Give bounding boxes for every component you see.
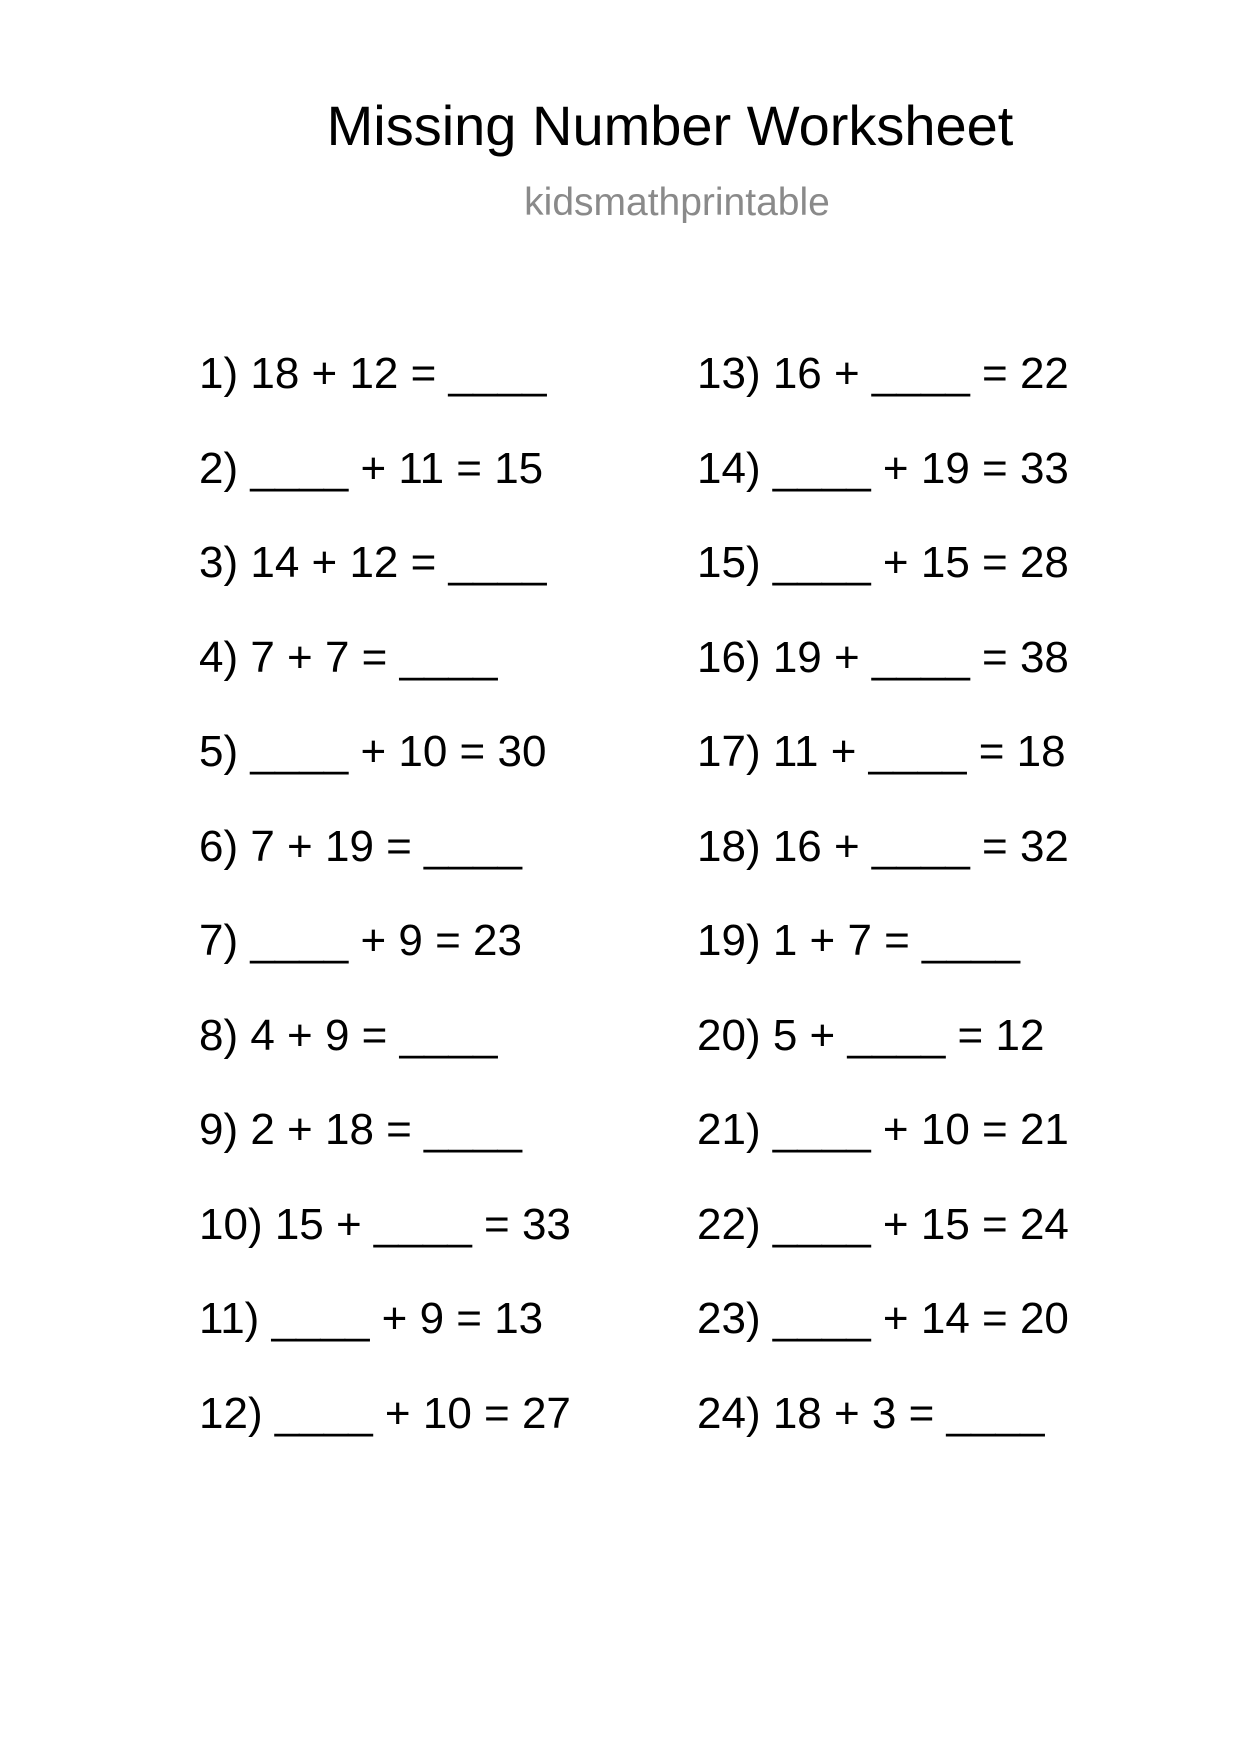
problem-item [199, 822, 522, 871]
problem-item [697, 822, 1069, 871]
problem-expression: 16 + ____ = 22 [772, 349, 1069, 398]
problem-expression: 15 + ____ = 33 [274, 1200, 571, 1249]
problem-expression: 11 + ____ = 18 [772, 727, 1066, 776]
problem-number: 2) [199, 444, 239, 493]
problem-item [697, 1389, 1045, 1438]
problem-item [697, 1011, 1045, 1060]
problem-number: 14) [697, 444, 761, 493]
problem-expression: 19 + ____ = 38 [772, 633, 1069, 682]
problem-number: 8) [199, 1011, 239, 1060]
problem-expression: ____ + 9 = 23 [250, 916, 522, 965]
problem-expression: ____ + 15 = 28 [772, 538, 1069, 587]
problem-item [199, 1200, 571, 1249]
problem-number: 18) [697, 822, 761, 871]
problem-item [697, 538, 1069, 587]
problem-number: 22) [697, 1200, 761, 1249]
problem-expression: ____ + 10 = 27 [274, 1389, 571, 1438]
problem-expression: 18 + 12 = ____ [250, 349, 547, 398]
problem-number: 12) [199, 1389, 263, 1438]
problem-expression: ____ + 9 = 13 [271, 1294, 544, 1343]
problem-expression: ____ + 14 = 20 [772, 1294, 1069, 1343]
problem-expression: ____ + 10 = 30 [250, 727, 547, 776]
problem-number: 5) [199, 727, 239, 776]
problem-expression: ____ + 15 = 24 [772, 1200, 1069, 1249]
problem-expression: 7 + 7 = ____ [250, 633, 498, 682]
problem-number: 16) [697, 633, 761, 682]
problem-item [697, 916, 1020, 965]
problem-number: 4) [199, 633, 239, 682]
problem-item [199, 538, 547, 587]
problem-item [199, 349, 547, 398]
problem-number: 21) [697, 1105, 761, 1154]
problem-number: 10) [199, 1200, 263, 1249]
problem-item [697, 633, 1069, 682]
problem-number: 17) [697, 727, 761, 776]
problem-expression: ____ + 11 = 15 [250, 444, 544, 493]
problem-item [697, 1294, 1069, 1343]
problem-expression: 5 + ____ = 12 [772, 1011, 1045, 1060]
problem-number: 11) [199, 1294, 260, 1343]
problem-item [199, 633, 498, 682]
problem-expression: 16 + ____ = 32 [772, 822, 1069, 871]
problem-expression: 18 + 3 = ____ [772, 1389, 1045, 1438]
problem-expression: 1 + 7 = ____ [772, 916, 1020, 965]
problem-expression: 14 + 12 = ____ [250, 538, 547, 587]
problem-number: 23) [697, 1294, 761, 1343]
problem-expression: ____ + 10 = 21 [772, 1105, 1069, 1154]
problem-number: 20) [697, 1011, 761, 1060]
problem-number: 19) [697, 916, 761, 965]
problem-item [697, 349, 1069, 398]
problem-expression: ____ + 19 = 33 [772, 444, 1069, 493]
problem-item [697, 1200, 1069, 1249]
problem-item [199, 1294, 544, 1343]
page-subtitle: kidsmathprintable [524, 181, 830, 224]
problem-number: 6) [199, 822, 239, 871]
problem-item [199, 1105, 522, 1154]
problem-item [199, 1011, 498, 1060]
problem-expression: 7 + 19 = ____ [250, 822, 522, 871]
problem-number: 24) [697, 1389, 761, 1438]
problem-item [199, 916, 522, 965]
problem-number: 1) [199, 349, 239, 398]
problem-item [199, 444, 544, 493]
problem-item [199, 727, 547, 776]
problem-number: 7) [199, 916, 239, 965]
problem-number: 15) [697, 538, 761, 587]
problem-item [697, 444, 1069, 493]
problem-item [199, 1389, 571, 1438]
problem-expression: 4 + 9 = ____ [250, 1011, 498, 1060]
problem-expression: 2 + 18 = ____ [250, 1105, 522, 1154]
problem-number: 13) [697, 349, 761, 398]
problem-item [697, 1105, 1069, 1154]
problem-number: 3) [199, 538, 239, 587]
problem-item [697, 727, 1066, 776]
problem-number: 9) [199, 1105, 239, 1154]
page-title: Missing Number Worksheet [326, 94, 1014, 157]
